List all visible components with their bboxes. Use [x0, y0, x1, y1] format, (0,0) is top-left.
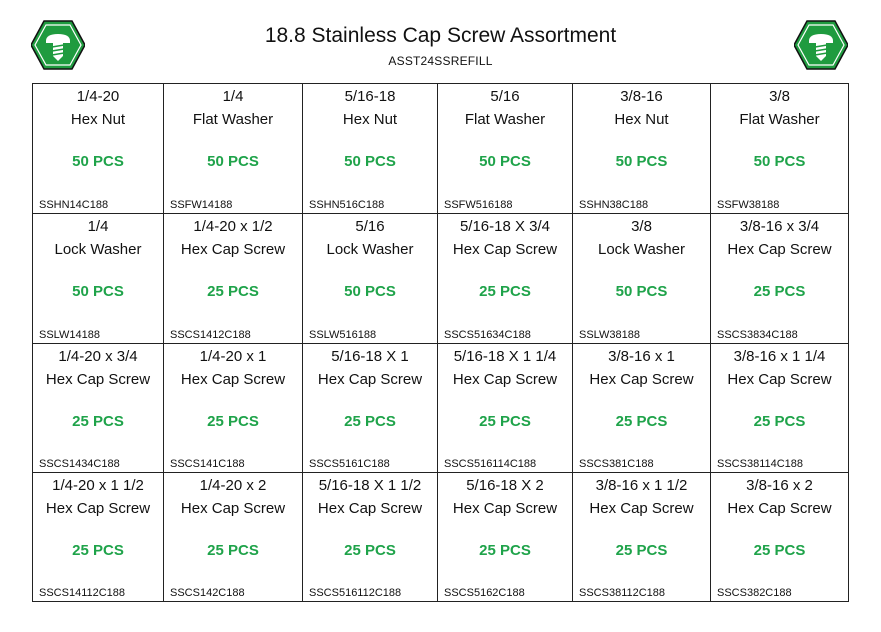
compartment-size: 1/4-20 x 2: [199, 477, 267, 494]
compartment-sku: SSCS38114C188: [717, 458, 804, 470]
compartment-quantity: 25 PCS: [72, 542, 124, 559]
compartment-size: 1/4-20 x 1: [199, 348, 267, 365]
compartment-sku: SSCS516114C188: [444, 458, 537, 470]
compartment-size: 1/4-20: [76, 88, 120, 105]
assortment-grid: [32, 83, 849, 602]
compartment-cell: [573, 344, 711, 473]
compartment-cell: [33, 473, 164, 602]
compartment-sku: SSCS382C188: [717, 587, 792, 599]
compartment-cell: [33, 344, 164, 473]
compartment-size: 3/8-16 x 1 1/4: [733, 348, 826, 365]
compartment-description: Flat Washer: [739, 111, 820, 128]
compartment-sku: SSLW38188: [579, 329, 640, 341]
compartment-cell: [303, 344, 438, 473]
compartment-cell: [33, 84, 164, 214]
compartment-sku: SSHN14C188: [39, 199, 109, 211]
compartment-cell: [438, 214, 573, 344]
compartment-description: Hex Cap Screw: [317, 371, 423, 388]
compartment-cell: [164, 84, 303, 214]
compartment-cell: [303, 473, 438, 602]
compartment-size: 3/8-16 x 3/4: [739, 218, 820, 235]
compartment-cell: [438, 473, 573, 602]
compartment-size: 5/16: [490, 88, 520, 105]
compartment-size: 1/4-20 x 1 1/2: [52, 477, 144, 494]
compartment-size: 1/4: [87, 218, 109, 235]
compartment-sku: SSCS141C188: [170, 458, 245, 470]
compartment-sku: SSFW38188: [717, 199, 780, 211]
compartment-sku: SSCS1434C188: [39, 458, 120, 470]
compartment-quantity: 50 PCS: [615, 283, 668, 300]
compartment-cell: [33, 214, 164, 344]
compartment-description: Hex Cap Screw: [180, 371, 286, 388]
compartment-sku: SSCS14112C188: [39, 587, 126, 599]
compartment-quantity: 25 PCS: [479, 413, 531, 430]
compartment-description: Hex Cap Screw: [727, 371, 832, 388]
compartment-quantity: 50 PCS: [753, 153, 806, 170]
compartment-description: Hex Cap Screw: [452, 500, 558, 517]
compartment-sku: SSCS142C188: [170, 587, 245, 599]
compartment-description: Hex Cap Screw: [727, 500, 832, 517]
compartment-quantity: 50 PCS: [207, 153, 259, 170]
compartment-cell: [438, 84, 573, 214]
compartment-quantity: 25 PCS: [753, 413, 806, 430]
compartment-size: 5/16-18 X 1 1/4: [453, 348, 557, 365]
compartment-sku: SSFW14188: [170, 199, 233, 211]
compartment-sku: SSCS51634C188: [444, 329, 531, 341]
page-title: 18.8 Stainless Cap Screw Assortment: [264, 24, 617, 47]
compartment-sku: SSLW14188: [39, 329, 100, 341]
compartment-cell: [438, 344, 573, 473]
compartment-quantity: 25 PCS: [753, 542, 806, 559]
compartment-quantity: 50 PCS: [72, 283, 124, 300]
compartment-description: Hex Cap Screw: [589, 371, 694, 388]
compartment-quantity: 50 PCS: [72, 153, 124, 170]
compartment-quantity: 25 PCS: [207, 413, 259, 430]
compartment-quantity: 25 PCS: [72, 413, 124, 430]
compartment-cell: [164, 344, 303, 473]
compartment-cell: [303, 214, 438, 344]
compartment-quantity: 25 PCS: [479, 542, 531, 559]
compartment-quantity: 25 PCS: [207, 283, 259, 300]
compartment-size: 3/8: [631, 218, 652, 235]
compartment-sku: SSCS38112C188: [579, 587, 666, 599]
compartment-sku: SSFW516188: [444, 199, 513, 211]
compartment-description: Hex Cap Screw: [589, 500, 694, 517]
compartment-size: 3/8-16 x 1 1/2: [595, 477, 688, 494]
compartment-cell: [711, 214, 849, 344]
compartment-sku: SSCS5162C188: [444, 587, 525, 599]
compartment-size: 5/16-18 X 1: [331, 348, 409, 365]
compartment-size: 5/16-18: [344, 88, 396, 105]
compartment-cell: [573, 84, 711, 214]
compartment-size: 3/8-16 x 2: [746, 477, 813, 494]
compartment-description: Hex Cap Screw: [727, 241, 832, 258]
compartment-description: Hex Nut: [70, 111, 126, 128]
compartment-sku: SSCS1412C188: [170, 329, 251, 341]
compartment-sku: SSCS381C188: [579, 458, 654, 470]
compartment-cell: [573, 214, 711, 344]
compartment-sku: SSHN38C188: [579, 199, 649, 211]
compartment-size: 3/8: [769, 88, 790, 105]
compartment-quantity: 25 PCS: [479, 283, 531, 300]
compartment-size: 1/4-20 x 3/4: [58, 348, 138, 365]
compartment-sku: SSCS3834C188: [717, 329, 798, 341]
compartment-cell: [711, 473, 849, 602]
compartment-description: Hex Cap Screw: [452, 241, 558, 258]
compartment-size: 3/8-16: [620, 88, 663, 105]
compartment-sku: SSLW516188: [309, 329, 377, 341]
compartment-size: 3/8-16 x 1: [608, 348, 675, 365]
compartment-description: Lock Washer: [326, 241, 414, 258]
compartment-size: 1/4: [222, 88, 244, 105]
compartment-description: Hex Cap Screw: [452, 371, 558, 388]
compartment-cell: [573, 473, 711, 602]
compartment-description: Flat Washer: [192, 111, 274, 128]
compartment-quantity: 25 PCS: [344, 413, 396, 430]
compartment-sku: SSHN516C188: [309, 199, 385, 211]
compartment-description: Hex Nut: [614, 111, 669, 128]
compartment-description: Lock Washer: [54, 241, 142, 258]
compartment-description: Hex Nut: [342, 111, 398, 128]
compartment-size: 5/16-18 X 3/4: [459, 218, 551, 235]
compartment-quantity: 50 PCS: [479, 153, 531, 170]
compartment-cell: [164, 214, 303, 344]
compartment-description: Flat Washer: [464, 111, 546, 128]
compartment-quantity: 25 PCS: [207, 542, 259, 559]
compartment-quantity: 50 PCS: [344, 283, 396, 300]
compartment-cell: [711, 344, 849, 473]
compartment-quantity: 25 PCS: [344, 542, 396, 559]
compartment-quantity: 25 PCS: [615, 413, 668, 430]
compartment-size: 5/16-18 X 2: [466, 477, 544, 494]
compartment-cell: [711, 84, 849, 214]
page-subtitle: ASST24SSREFILL: [388, 54, 493, 68]
compartment-description: Hex Cap Screw: [317, 500, 423, 517]
compartment-cell: [303, 84, 438, 214]
compartment-description: Hex Cap Screw: [45, 371, 151, 388]
compartment-size: 5/16: [355, 218, 385, 235]
compartment-quantity: 50 PCS: [615, 153, 668, 170]
compartment-description: Hex Cap Screw: [180, 241, 286, 258]
compartment-quantity: 50 PCS: [344, 153, 396, 170]
compartment-description: Hex Cap Screw: [180, 500, 286, 517]
compartment-size: 5/16-18 X 1 1/2: [318, 477, 422, 494]
compartment-quantity: 25 PCS: [615, 542, 668, 559]
compartment-sku: SSCS5161C188: [309, 458, 390, 470]
compartment-sku: SSCS516112C188: [309, 587, 402, 599]
compartment-cell: [164, 473, 303, 602]
compartment-description: Lock Washer: [598, 241, 685, 258]
compartment-description: Hex Cap Screw: [45, 500, 151, 517]
compartment-quantity: 25 PCS: [753, 283, 806, 300]
compartment-size: 1/4-20 x 1/2: [193, 218, 273, 235]
